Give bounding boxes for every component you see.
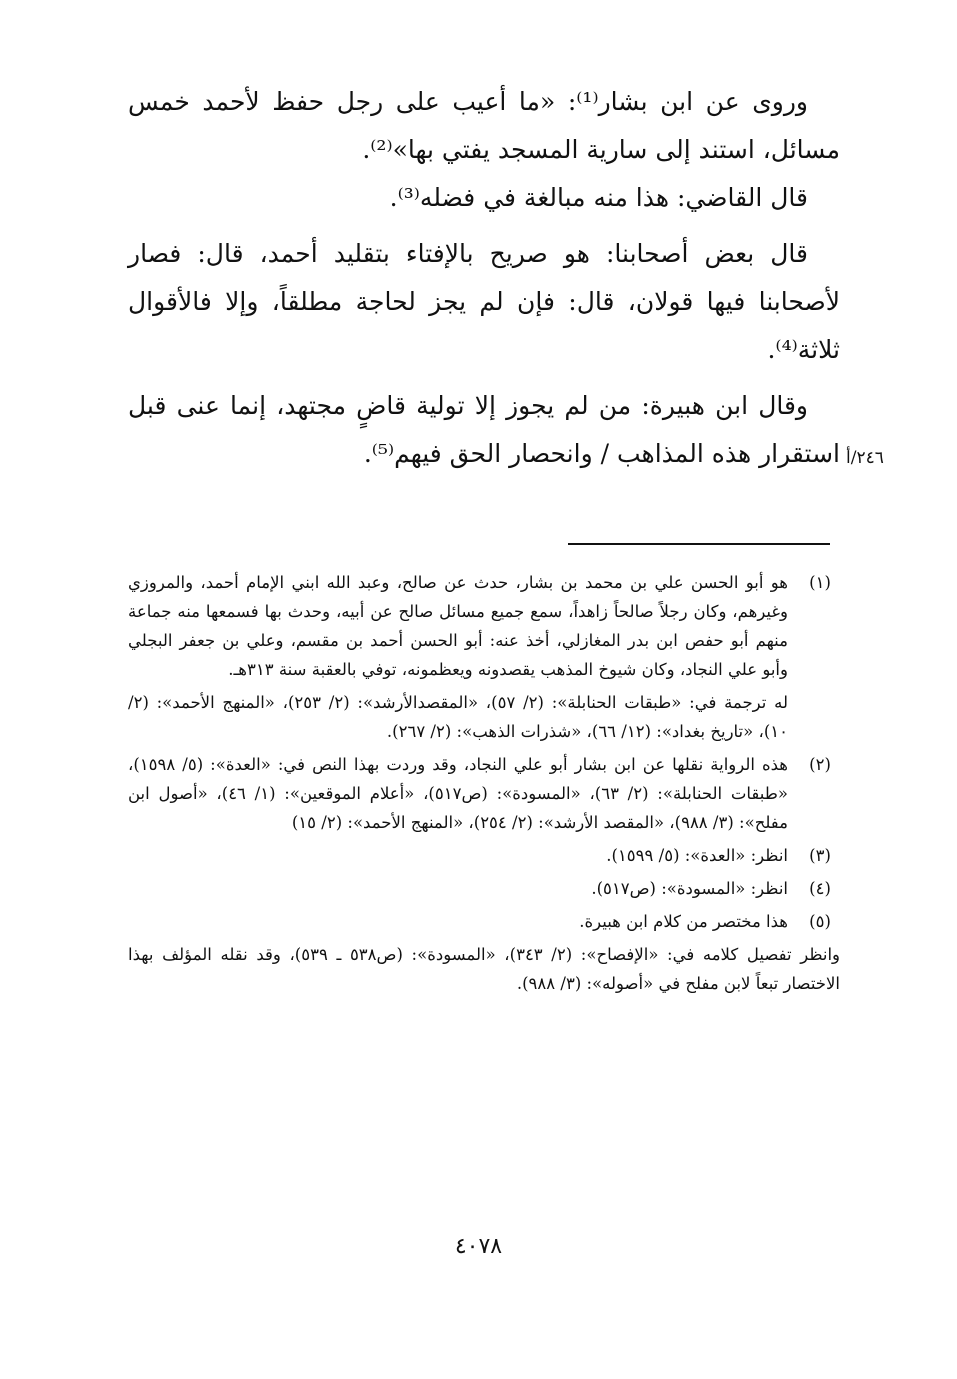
footnote-5 [128,907,840,936]
paragraph-ibn-bashar: وروى عن ابن بشار⁽¹⁾: «ما أعيب على رجل حفظ لأحمد خمس مسائل، استند إلى سارية المسجد يفتي بها»⁽²⁾. [128,87,840,164]
footnote-2 [128,750,840,837]
footnote-text: هو أبو الحسن علي بن محمد بن بشار، حدث عن صالح، وعبد الله ابني الإمام أحمد، والمروزي وغيرهم، وكان رجلاً صالحاً زاهداً، سمع جميع مسائل صالح عن أبيه، وحدث بها فسمعها منه جماعة منهم أبو حفص ابن بدر المغازلي، أخذ عنه: أبو الحسن أحمد بن مقسم، وعلي بن جعفر البجلي وأبو علي النجاد، وكان شيوخ المذهب يقصدونه ويعظمونه، توفي بالعقبة سنة ٣١٣هـ. [128,573,788,679]
footnote-separator [568,543,830,545]
footnote-text: انظر: «العدة»: (٥/ ١٥٩٩). [606,846,788,865]
footnote-number: (٥) [809,912,831,931]
footnotes [128,568,840,1002]
footnote-number: (٢) [809,755,831,774]
footnote-text: انظر: «المسودة»: (ص٥١٧). [591,879,788,898]
main-text [128,78,840,478]
footnote-text: هذه الرواية نقلها عن ابن بشار أبو علي النجاد، وقد وردت بهذا النص في: «العدة»: (٥/ ١٥٩٨)، «طبقات الحنابلة»: (٢/ ٦٣)، «المسودة»: (ص٥١٧)، «أعلام الموقعين»: (١/ ٤٦)، «أصول ابن مفلح»: (٣/ ٩٨٨)، «المقصد الأرشد»: (٢/ ٢٥٤)، «المنهج الأحمد»: (٢/ ١٥) [128,755,788,832]
paragraph-ibn-hubayra: وقال ابن هبيرة: من لم يجوز إلا تولية قاضٍ مجتهد، إنما عنى قبل استقرار هذه المذاهب / وانحصار الحق فيهم⁽⁵⁾. [128,391,840,468]
footnote-1-sources: له ترجمة في: «طبقات الحنابلة»: (٢/ ٥٧)، «المقصدالأرشد»: (٢/ ٢٥٣)، «المنهج الأحمد»: (٢/ ١٠)، «تاريخ بغداد»: (١٢/ ٦٦)، «شذرات الذهب»: (٢/ ٢٦٧). [128,693,788,741]
paragraph-ashab: قال بعض أصحابنا: هو صريح بالإفتاء بتقليد أحمد، قال: فصار لأصحابنا فيها قولان، قال: فإن لم يجز لحاجة مطلقاً، وإلا فالأقوال ثلاثة⁽⁴⁾. [128,239,840,364]
footnote-number: (٤) [809,879,831,898]
footnote-number: (٣) [809,846,831,865]
footnote-1 [128,568,840,684]
paragraph-qadi: قال القاضي: هذا منه مبالغة في فضله⁽³⁾. [389,183,808,212]
page-number: ٤٠٧٨ [454,1234,503,1259]
footnote-number: (١) [809,573,831,592]
footnote-4 [128,874,840,903]
footnote-text: هذا مختصر من كلام ابن هبيرة. [579,912,788,931]
manuscript-folio-note: ٢٤٦/أ [846,448,884,468]
footnote-5-details: وانظر تفصيل كلامه في: «الإفصاح»: (٢/ ٣٤٣)، «المسودة»: (ص٥٣٨ ـ ٥٣٩)، وقد نقله المؤلف بهذا الاختصار تبعاً لابن مفلح في «أصوله»: (٣/ ٩٨٨). [128,945,841,993]
footnote-3 [128,841,840,870]
